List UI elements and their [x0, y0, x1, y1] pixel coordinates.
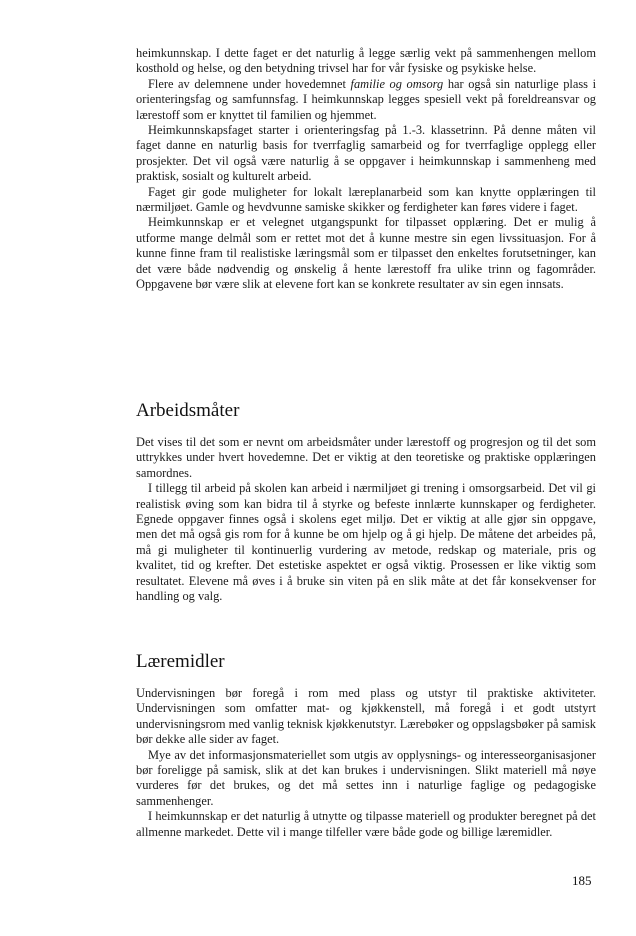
laeremidler-paragraph-3: I heimkunnskap er det naturlig å utnytte og tilpasse materiell og produkter beregnet på det allmenne markedet. Dette vil i mange tilfeller være både gode og billige læremidler.: [136, 809, 596, 839]
intro-paragraph-5: Heimkunnskap er et velegnet utgangspunkt for tilpasset opplæring. Det er mulig å utforme mange delmål som er rettet mot det å kunne mestre sin egen livssituasjon. For å kunne finne fram til realistiske læringsmål som er tilpasset den enkeltes forutsetninger, kan det være både nødvendig og ønskelig å hente lærestoff fra ulike trinn og fagområder. Oppgavene bør være slik at elevene fort kan se konkrete resultater av sin egen innsats.: [136, 215, 596, 292]
intro-paragraph-2: [136, 77, 596, 123]
intro-paragraph-2-end: har også sin naturlige plass i orienteringsfag og samfunnsfag. I heimkunnskap legges spesiell vekt på foreldreansvar og lærestoff som er knyttet til familien og hjemmet.: [136, 76, 597, 122]
section-heading-laeremidler: Læremidler: [136, 651, 225, 672]
intro-section: [136, 46, 596, 293]
laeremidler-paragraph-1: Undervisningen bør foregå i rom med plass og utstyr til praktiske aktiviteter. Undervisningen som omfatter mat- og kjøkkenstell, må foregå i et godt utstyrt undervisningsrom med vanlig teknisk kjøkkenutstyr. Lærebøker og oppslagsbøker på samisk bør dekke alle sider av faget.: [136, 686, 596, 747]
intro-paragraph-3: Heimkunnskapsfaget starter i orienteringsfag på 1.-3. klassetrinn. På denne måten vil faget danne en naturlig basis for tverrfaglig samarbeid og for tverrfaglige opplegg eller prosjekter. Det vil også være naturlig å se oppgaver i heimkunnskap i sammenheng med praktisk, sosialt og kulturelt arbeid.: [136, 123, 596, 184]
emphasis-familie-og-omsorg: familie og omsorg: [350, 76, 444, 91]
intro-paragraph-1: heimkunnskap. I dette faget er det naturlig å legge særlig vekt på sammenhengen mellom kosthold og helse, og den betydning trivsel har for vår fysiske og psykiske helse.: [136, 46, 596, 76]
section-heading-arbeidsmater: Arbeidsmåter: [136, 400, 240, 421]
arbeidsmater-paragraph-1: Det vises til det som er nevnt om arbeidsmåter under lærestoff og progresjon og til det som uttrykkes under hvert hovedemne. Det er viktig at den teoretiske og praktiske opplæringen samordnes.: [136, 435, 596, 480]
intro-paragraph-2-start: Flere av delemnene under hovedemnet: [148, 76, 351, 91]
arbeidsmater-paragraph-2: I tillegg til arbeid på skolen kan arbeid i nærmiljøet gi trening i omsorgsarbeid. Det vil gi realistisk øving som kan bidra til å styrke og befeste innlærte kunnskaper og ferdigheter. Egnede oppgaver finnes også i skolens eget miljø. Det er viktig at alle gjør sin oppgave, men det må også gis rom for å kunne be om hjelp og å gi hjelp. De måtene det arbeides på, må gi muligheter til kontinuerlig vurdering av metode, redskap og materiale, pris og kvalitet, tid og krefter. Det estetiske aspektet er også viktig. Prosessen er like viktig som resultatet. Elevene må øves i å bruke sin viten på en slik måte at det får konsekvenser for handling og valg.: [136, 481, 596, 604]
intro-paragraph-4: Faget gir gode muligheter for lokalt læreplanarbeid som kan knytte opplæringen til nærmiljøet. Gamle og hevdvunne samiske skikker og ferdigheter kan føres videre i faget.: [136, 184, 596, 215]
laeremidler-paragraph-2: Mye av det informasjonsmateriellet som utgis av opplysnings- og interesseorganisasjoner bør foreligge på samisk, slik at det kan brukes i undervisningen. Slikt materiell må nøye vurderes før det brukes, og det må settes inn i naturlige faglige og pedagogiske sammenhenger.: [136, 747, 596, 808]
arbeidsmater-section: [136, 400, 596, 604]
laeremidler-section: [136, 651, 596, 840]
page-number: 185: [572, 873, 592, 888]
